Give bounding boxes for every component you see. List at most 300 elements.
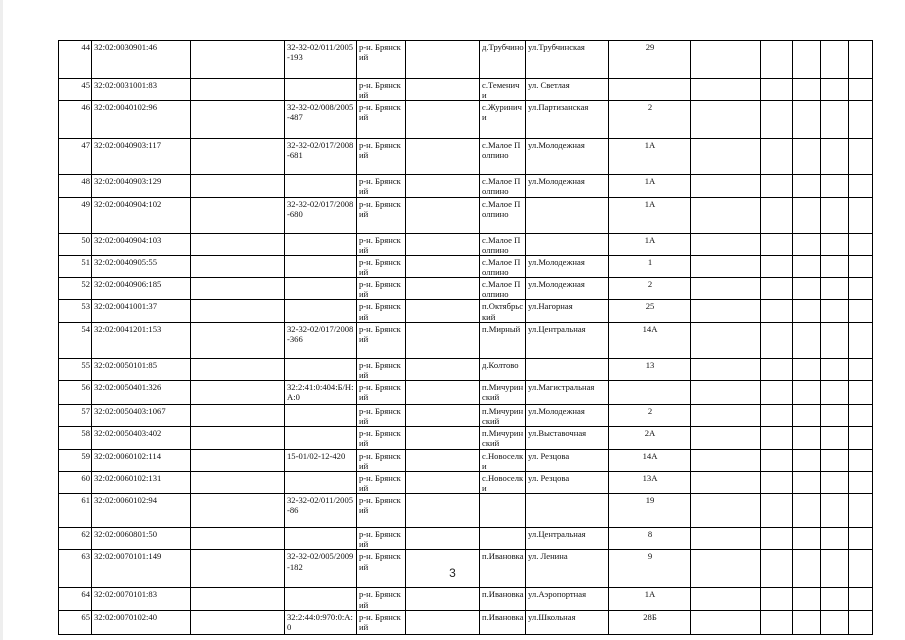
row-number-cell: 61 bbox=[59, 494, 92, 528]
cadastral-number-cell: 32:02:0040904:102 bbox=[92, 197, 191, 233]
house-number-cell: 1А bbox=[609, 175, 691, 197]
street-cell: ул. Светлая bbox=[526, 79, 609, 101]
empty-cell bbox=[821, 322, 849, 358]
empty-cell bbox=[406, 494, 480, 528]
registration-number-cell: 32-32-02/005/2009-182 bbox=[285, 550, 357, 588]
street-cell: ул.Центральная bbox=[526, 322, 609, 358]
empty-cell bbox=[821, 380, 849, 404]
empty-cell bbox=[191, 404, 285, 426]
house-number-cell: 14А bbox=[609, 449, 691, 471]
district-cell: р-н. Брянский bbox=[357, 233, 406, 255]
row-number-cell: 46 bbox=[59, 101, 92, 139]
empty-cell bbox=[406, 300, 480, 322]
empty-cell bbox=[406, 427, 480, 449]
row-number-cell: 64 bbox=[59, 588, 92, 610]
table-row bbox=[59, 101, 873, 139]
street-cell: ул.Магистральная bbox=[526, 380, 609, 404]
street-cell: ул.Выставочная bbox=[526, 427, 609, 449]
table-row bbox=[59, 494, 873, 528]
house-number-cell bbox=[609, 79, 691, 101]
district-cell: р-н. Брянский bbox=[357, 588, 406, 610]
district-cell: р-н. Брянский bbox=[357, 358, 406, 380]
empty-cell bbox=[406, 197, 480, 233]
empty-cell bbox=[691, 404, 761, 426]
empty-cell bbox=[793, 255, 821, 277]
empty-cell bbox=[191, 610, 285, 634]
registration-number-cell: 32-32-02/017/2008-366 bbox=[285, 322, 357, 358]
row-number-cell: 56 bbox=[59, 380, 92, 404]
empty-cell bbox=[849, 255, 873, 277]
empty-cell bbox=[691, 79, 761, 101]
row-number-cell: 53 bbox=[59, 300, 92, 322]
registration-number-cell bbox=[285, 300, 357, 322]
table-row bbox=[59, 380, 873, 404]
house-number-cell: 14А bbox=[609, 322, 691, 358]
empty-cell bbox=[821, 528, 849, 550]
street-cell bbox=[526, 358, 609, 380]
empty-cell bbox=[191, 79, 285, 101]
registration-number-cell: 32-32-02/017/2008-681 bbox=[285, 139, 357, 175]
cadastral-number-cell: 32:02:0030901:46 bbox=[92, 41, 191, 79]
empty-cell bbox=[761, 528, 793, 550]
empty-cell bbox=[691, 528, 761, 550]
house-number-cell: 2А bbox=[609, 427, 691, 449]
cadastral-number-cell: 32:02:0050401:326 bbox=[92, 380, 191, 404]
table-row bbox=[59, 79, 873, 101]
district-cell: р-н. Брянский bbox=[357, 380, 406, 404]
empty-cell bbox=[849, 380, 873, 404]
empty-cell bbox=[793, 197, 821, 233]
district-cell: р-н. Брянский bbox=[357, 494, 406, 528]
table-row bbox=[59, 255, 873, 277]
empty-cell bbox=[849, 322, 873, 358]
registration-number-cell bbox=[285, 278, 357, 300]
street-cell: ул.Аэропортная bbox=[526, 588, 609, 610]
street-cell: ул.Центральная bbox=[526, 528, 609, 550]
street-cell: ул.Школьная bbox=[526, 610, 609, 634]
empty-cell bbox=[849, 471, 873, 493]
table-row bbox=[59, 610, 873, 634]
settlement-cell: п.Мирный bbox=[480, 322, 526, 358]
street-cell: ул.Молодежная bbox=[526, 278, 609, 300]
settlement-cell: д.Колтово bbox=[480, 358, 526, 380]
empty-cell bbox=[406, 322, 480, 358]
district-cell: р-н. Брянский bbox=[357, 404, 406, 426]
settlement-cell: д.Трубчино bbox=[480, 41, 526, 79]
empty-cell bbox=[691, 41, 761, 79]
district-cell: р-н. Брянский bbox=[357, 139, 406, 175]
empty-cell bbox=[191, 322, 285, 358]
settlement-cell: с.Новоселки bbox=[480, 471, 526, 493]
table-row bbox=[59, 358, 873, 380]
empty-cell bbox=[849, 358, 873, 380]
empty-cell bbox=[406, 404, 480, 426]
empty-cell bbox=[406, 380, 480, 404]
empty-cell bbox=[406, 528, 480, 550]
table-row bbox=[59, 404, 873, 426]
empty-cell bbox=[849, 278, 873, 300]
street-cell: ул.Молодежная bbox=[526, 139, 609, 175]
house-number-cell: 2 bbox=[609, 278, 691, 300]
empty-cell bbox=[793, 588, 821, 610]
empty-cell bbox=[691, 197, 761, 233]
empty-cell bbox=[793, 41, 821, 79]
table-row bbox=[59, 41, 873, 79]
settlement-cell: с.Малое Полпино bbox=[480, 139, 526, 175]
house-number-cell: 28Б bbox=[609, 610, 691, 634]
table-row bbox=[59, 322, 873, 358]
row-number-cell: 50 bbox=[59, 233, 92, 255]
empty-cell bbox=[191, 300, 285, 322]
table-row bbox=[59, 278, 873, 300]
registration-number-cell: 32-32-02/011/2005-86 bbox=[285, 494, 357, 528]
empty-cell bbox=[761, 278, 793, 300]
empty-cell bbox=[793, 300, 821, 322]
empty-cell bbox=[406, 175, 480, 197]
row-number-cell: 45 bbox=[59, 79, 92, 101]
row-number-cell: 52 bbox=[59, 278, 92, 300]
registration-number-cell: 32-32-02/017/2008-680 bbox=[285, 197, 357, 233]
street-cell bbox=[526, 494, 609, 528]
row-number-cell: 63 bbox=[59, 550, 92, 588]
cadastral-number-cell: 32:02:0050101:85 bbox=[92, 358, 191, 380]
empty-cell bbox=[191, 358, 285, 380]
empty-cell bbox=[406, 610, 480, 634]
district-cell: р-н. Брянский bbox=[357, 322, 406, 358]
district-cell: р-н. Брянский bbox=[357, 471, 406, 493]
empty-cell bbox=[191, 101, 285, 139]
empty-cell bbox=[191, 233, 285, 255]
empty-cell bbox=[793, 101, 821, 139]
district-cell: р-н. Брянский bbox=[357, 610, 406, 634]
empty-cell bbox=[793, 278, 821, 300]
empty-cell bbox=[191, 588, 285, 610]
empty-cell bbox=[821, 494, 849, 528]
empty-cell bbox=[821, 139, 849, 175]
empty-cell bbox=[849, 139, 873, 175]
empty-cell bbox=[849, 175, 873, 197]
empty-cell bbox=[793, 322, 821, 358]
cadastral-number-cell: 32:02:0040903:117 bbox=[92, 139, 191, 175]
table-row bbox=[59, 175, 873, 197]
registration-number-cell bbox=[285, 404, 357, 426]
table-row bbox=[59, 197, 873, 233]
empty-cell bbox=[691, 278, 761, 300]
empty-cell bbox=[191, 427, 285, 449]
registry-table bbox=[58, 40, 873, 635]
empty-cell bbox=[849, 233, 873, 255]
empty-cell bbox=[761, 427, 793, 449]
street-cell: ул.Молодежная bbox=[526, 175, 609, 197]
registration-number-cell bbox=[285, 471, 357, 493]
empty-cell bbox=[406, 79, 480, 101]
empty-cell bbox=[191, 449, 285, 471]
street-cell: ул. Резцова bbox=[526, 449, 609, 471]
settlement-cell: с.Малое Полпино bbox=[480, 255, 526, 277]
empty-cell bbox=[849, 41, 873, 79]
row-number-cell: 49 bbox=[59, 197, 92, 233]
registration-number-cell: 32-32-02/008/2005-487 bbox=[285, 101, 357, 139]
empty-cell bbox=[821, 427, 849, 449]
settlement-cell: с.Малое Полпино bbox=[480, 278, 526, 300]
empty-cell bbox=[761, 380, 793, 404]
table-row bbox=[59, 449, 873, 471]
empty-cell bbox=[691, 300, 761, 322]
house-number-cell: 1А bbox=[609, 233, 691, 255]
empty-cell bbox=[821, 358, 849, 380]
empty-cell bbox=[761, 233, 793, 255]
cadastral-number-cell: 32:02:0050403:1067 bbox=[92, 404, 191, 426]
registration-number-cell bbox=[285, 175, 357, 197]
settlement-cell: с.Теменичи bbox=[480, 79, 526, 101]
empty-cell bbox=[849, 588, 873, 610]
street-cell bbox=[526, 197, 609, 233]
settlement-cell: п.Мичуринский bbox=[480, 427, 526, 449]
empty-cell bbox=[406, 449, 480, 471]
house-number-cell: 13А bbox=[609, 471, 691, 493]
empty-cell bbox=[793, 380, 821, 404]
empty-cell bbox=[406, 139, 480, 175]
settlement-cell: с.Журиничи bbox=[480, 101, 526, 139]
cadastral-number-cell: 32:02:0070101:149 bbox=[92, 550, 191, 588]
empty-cell bbox=[849, 404, 873, 426]
empty-cell bbox=[821, 79, 849, 101]
row-number-cell: 60 bbox=[59, 471, 92, 493]
empty-cell bbox=[406, 471, 480, 493]
empty-cell bbox=[761, 322, 793, 358]
cadastral-number-cell: 32:02:0050403:402 bbox=[92, 427, 191, 449]
registration-number-cell bbox=[285, 528, 357, 550]
empty-cell bbox=[821, 278, 849, 300]
empty-cell bbox=[691, 610, 761, 634]
district-cell: р-н. Брянский bbox=[357, 255, 406, 277]
empty-cell bbox=[793, 471, 821, 493]
page-number: 3 bbox=[449, 566, 456, 580]
empty-cell bbox=[691, 255, 761, 277]
scan-edge bbox=[0, 0, 3, 640]
empty-cell bbox=[406, 41, 480, 79]
empty-cell bbox=[821, 471, 849, 493]
registration-number-cell bbox=[285, 255, 357, 277]
empty-cell bbox=[691, 380, 761, 404]
empty-cell bbox=[406, 358, 480, 380]
empty-cell bbox=[406, 233, 480, 255]
empty-cell bbox=[821, 610, 849, 634]
settlement-cell: п.Мичуринский bbox=[480, 404, 526, 426]
house-number-cell: 1А bbox=[609, 197, 691, 233]
empty-cell bbox=[191, 41, 285, 79]
empty-cell bbox=[761, 255, 793, 277]
empty-cell bbox=[821, 449, 849, 471]
street-cell: ул. Резцова bbox=[526, 471, 609, 493]
empty-cell bbox=[691, 139, 761, 175]
cadastral-number-cell: 32:02:0041201:153 bbox=[92, 322, 191, 358]
empty-cell bbox=[761, 300, 793, 322]
registration-number-cell: 32-32-02/011/2005-193 bbox=[285, 41, 357, 79]
empty-cell bbox=[849, 197, 873, 233]
registration-number-cell: 15-01/02-12-420 bbox=[285, 449, 357, 471]
empty-cell bbox=[821, 233, 849, 255]
cadastral-number-cell: 32:02:0040906:185 bbox=[92, 278, 191, 300]
registration-number-cell: 32:2:44:0:970:0:А:0 bbox=[285, 610, 357, 634]
empty-cell bbox=[761, 471, 793, 493]
street-cell: ул.Молодежная bbox=[526, 404, 609, 426]
row-number-cell: 62 bbox=[59, 528, 92, 550]
row-number-cell: 44 bbox=[59, 41, 92, 79]
district-cell: р-н. Брянский bbox=[357, 197, 406, 233]
district-cell: р-н. Брянский bbox=[357, 528, 406, 550]
settlement-cell: с.Новоселки bbox=[480, 449, 526, 471]
empty-cell bbox=[761, 139, 793, 175]
empty-cell bbox=[406, 588, 480, 610]
cadastral-number-cell: 32:02:0070102:40 bbox=[92, 610, 191, 634]
empty-cell bbox=[761, 610, 793, 634]
cadastral-number-cell: 32:02:0040903:129 bbox=[92, 175, 191, 197]
empty-cell bbox=[761, 79, 793, 101]
empty-cell bbox=[761, 404, 793, 426]
empty-cell bbox=[849, 494, 873, 528]
empty-cell bbox=[191, 471, 285, 493]
empty-cell bbox=[761, 449, 793, 471]
empty-cell bbox=[793, 139, 821, 175]
empty-cell bbox=[821, 197, 849, 233]
empty-cell bbox=[793, 449, 821, 471]
empty-cell bbox=[691, 233, 761, 255]
empty-cell bbox=[849, 449, 873, 471]
row-number-cell: 55 bbox=[59, 358, 92, 380]
table-row bbox=[59, 300, 873, 322]
house-number-cell: 1 bbox=[609, 255, 691, 277]
empty-cell bbox=[761, 175, 793, 197]
table-row bbox=[59, 588, 873, 610]
empty-cell bbox=[793, 528, 821, 550]
street-cell bbox=[526, 233, 609, 255]
table-row bbox=[59, 233, 873, 255]
empty-cell bbox=[691, 101, 761, 139]
district-cell: р-н. Брянский bbox=[357, 175, 406, 197]
house-number-cell: 2 bbox=[609, 101, 691, 139]
district-cell: р-н. Брянский bbox=[357, 300, 406, 322]
empty-cell bbox=[691, 175, 761, 197]
district-cell: р-н. Брянский bbox=[357, 550, 406, 588]
empty-cell bbox=[821, 300, 849, 322]
empty-cell bbox=[821, 101, 849, 139]
district-cell: р-н. Брянский bbox=[357, 41, 406, 79]
settlement-cell: с.Малое Полпино bbox=[480, 233, 526, 255]
registration-number-cell bbox=[285, 427, 357, 449]
house-number-cell: 13 bbox=[609, 358, 691, 380]
cadastral-number-cell: 32:02:0060102:114 bbox=[92, 449, 191, 471]
house-number-cell bbox=[609, 380, 691, 404]
street-cell: ул.Молодежная bbox=[526, 255, 609, 277]
row-number-cell: 57 bbox=[59, 404, 92, 426]
street-cell: ул. Ленина bbox=[526, 550, 609, 588]
empty-cell bbox=[793, 427, 821, 449]
registration-number-cell bbox=[285, 588, 357, 610]
house-number-cell: 29 bbox=[609, 41, 691, 79]
settlement-cell: п.Октябрьский bbox=[480, 300, 526, 322]
empty-cell bbox=[691, 358, 761, 380]
empty-cell bbox=[691, 322, 761, 358]
empty-cell bbox=[191, 494, 285, 528]
house-number-cell: 1А bbox=[609, 588, 691, 610]
registration-number-cell: 32:2:41:0:404:Б/Н:А:0 bbox=[285, 380, 357, 404]
row-number-cell: 54 bbox=[59, 322, 92, 358]
row-number-cell: 48 bbox=[59, 175, 92, 197]
cadastral-number-cell: 32:02:0060102:131 bbox=[92, 471, 191, 493]
empty-cell bbox=[849, 79, 873, 101]
cadastral-number-cell: 32:02:0031001:83 bbox=[92, 79, 191, 101]
empty-cell bbox=[761, 101, 793, 139]
cadastral-number-cell: 32:02:0040905:55 bbox=[92, 255, 191, 277]
empty-cell bbox=[691, 588, 761, 610]
settlement-cell: п.Ивановка bbox=[480, 588, 526, 610]
cadastral-number-cell: 32:02:0040102:96 bbox=[92, 101, 191, 139]
empty-cell bbox=[191, 278, 285, 300]
empty-cell bbox=[406, 101, 480, 139]
empty-cell bbox=[849, 528, 873, 550]
cadastral-number-cell: 32:02:0041001:37 bbox=[92, 300, 191, 322]
house-number-cell: 2 bbox=[609, 404, 691, 426]
house-number-cell: 9 bbox=[609, 550, 691, 588]
empty-cell bbox=[691, 449, 761, 471]
street-cell: ул.Нагорная bbox=[526, 300, 609, 322]
empty-cell bbox=[691, 471, 761, 493]
empty-cell bbox=[761, 494, 793, 528]
cadastral-number-cell: 32:02:0040904:103 bbox=[92, 233, 191, 255]
row-number-cell: 58 bbox=[59, 427, 92, 449]
row-number-cell: 51 bbox=[59, 255, 92, 277]
empty-cell bbox=[821, 255, 849, 277]
registration-number-cell bbox=[285, 233, 357, 255]
settlement-cell: с.Малое Полпино bbox=[480, 197, 526, 233]
house-number-cell: 1А bbox=[609, 139, 691, 175]
empty-cell bbox=[793, 494, 821, 528]
house-number-cell: 25 bbox=[609, 300, 691, 322]
district-cell: р-н. Брянский bbox=[357, 278, 406, 300]
empty-cell bbox=[793, 610, 821, 634]
row-number-cell: 47 bbox=[59, 139, 92, 175]
empty-cell bbox=[191, 528, 285, 550]
cadastral-number-cell: 32:02:0060102:94 bbox=[92, 494, 191, 528]
settlement-cell bbox=[480, 494, 526, 528]
district-cell: р-н. Брянский bbox=[357, 101, 406, 139]
cadastral-number-cell: 32:02:0060801:50 bbox=[92, 528, 191, 550]
empty-cell bbox=[191, 380, 285, 404]
table-row bbox=[59, 528, 873, 550]
empty-cell bbox=[761, 358, 793, 380]
street-cell: ул.Партизанская bbox=[526, 101, 609, 139]
empty-cell bbox=[191, 197, 285, 233]
settlement-cell: п.Ивановка bbox=[480, 550, 526, 588]
settlement-cell: с.Малое Полпино bbox=[480, 175, 526, 197]
registration-number-cell bbox=[285, 358, 357, 380]
empty-cell bbox=[691, 494, 761, 528]
settlement-cell: п.Ивановка bbox=[480, 610, 526, 634]
district-cell: р-н. Брянский bbox=[357, 449, 406, 471]
settlement-cell: п.Мичуринский bbox=[480, 380, 526, 404]
empty-cell bbox=[849, 427, 873, 449]
empty-cell bbox=[821, 588, 849, 610]
district-cell: р-н. Брянский bbox=[357, 427, 406, 449]
empty-cell bbox=[849, 610, 873, 634]
row-number-cell: 59 bbox=[59, 449, 92, 471]
empty-cell bbox=[691, 427, 761, 449]
house-number-cell: 19 bbox=[609, 494, 691, 528]
empty-cell bbox=[793, 233, 821, 255]
empty-cell bbox=[821, 175, 849, 197]
empty-cell bbox=[793, 404, 821, 426]
